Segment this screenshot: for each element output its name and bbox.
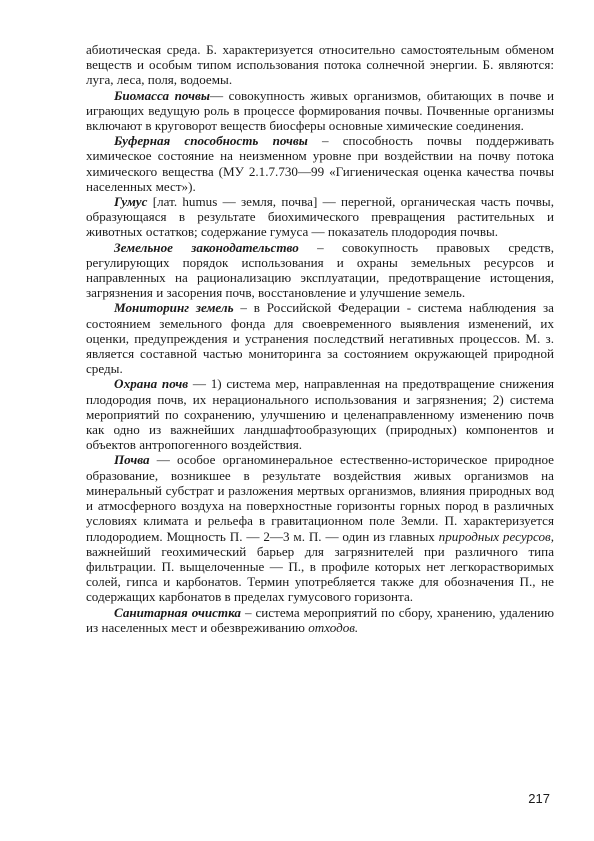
document-body — [86, 42, 554, 635]
entry-term: Биомасса почвы — [114, 87, 210, 103]
entry-soil-protection — [86, 376, 554, 452]
entry-term: Санитарная очистка — [114, 604, 241, 620]
entry-term: Мониторинг земель — [114, 300, 234, 316]
entry-text: – совокупность правовых средств, регулирующих порядок использования и охраны земельных ресурсов и направленных на рационализацию эксплуатации, предотвращение истощения, загрязнения и засорения почв, восстановление и улучшение земель. — [86, 239, 555, 301]
entry-italic-ref: природных ресурсов, — [438, 528, 554, 544]
entry-land-monitoring — [86, 300, 554, 376]
entry-soil — [86, 452, 554, 604]
entry-term: Буферная способность почвы — [114, 133, 308, 149]
entry-humus — [86, 194, 554, 240]
entry-term: Земельное законодательство — [114, 239, 299, 255]
entry-biomass — [86, 88, 554, 134]
entry-italic-ref: отходов. — [308, 619, 359, 635]
entry-sanitary-cleaning — [86, 605, 554, 635]
entry-text: [лат. humus — земля, почва] — перегной, органическая часть почвы, образующаяся в результате биохимического превращения растительных и животных остатков; содержание гумуса — показатель плодородия почвы. — [86, 194, 554, 240]
entry-text: — 1) система мер, направленная на предотвращение снижения плодородия почв, их нерационального использования и загрязнения; 2) система мероприятий по сохранению, улучшению и целенаправленному изменению почв как одно из важнейших ландшафтообразующих (природных) компонентов и объектов антропогенного воздействия. — [86, 376, 554, 453]
page-number: 217 — [528, 791, 550, 806]
entry-land-legislation — [86, 240, 554, 301]
entry-term: Охрана почв — [114, 376, 189, 392]
entry-text: – система мероприятий по сбору, хранению, удалению из населенных мест и обезвреживанию — [86, 604, 554, 635]
entry-text: – способность почвы поддерживать химическое состояние на неизменном уровне при воздействии на почву потока химического вещества (МУ 2.1.7.730—99 «Гигиеническая оценка качества почвы населенных мест»). — [86, 133, 554, 194]
entry-text: – в Российской Федерации - система наблюдения за состоянием земельного фонда для своевременного выявления изменений, их оценки, предупреждения и устранения последствий негативных процессов. М. з. является составной частью мониторинга за состоянием окружающей природной среды. — [86, 300, 554, 377]
entry-text: — особое органоминеральное естественно-историческое природное образование, возникшее в результате воздействия живых организмов на минеральный субстрат и разложения мертвых организмов, влияния природных вод и атмосферного воздуха на поверхностные горизонты горных пород в различных условиях климата и рельефа в гравитационном поле Земли. П. характеризуется плодородием. Мощность П. — 2—3 м. П. — один из главных — [86, 452, 554, 544]
entry-term: Почва — [114, 452, 150, 468]
intro-paragraph: абиотическая среда. Б. характеризуется относительно самостоятельным обменом веществ и особым типом использования потока солнечной энергии. Б. являются: луга, леса, поля, водоемы. — [86, 42, 554, 88]
entry-text-continued: важнейший геохимический барьер для загрязнителей при различного типа фильтрации. П. выщелоченные — П., в профиле которых нет легкорастворимых солей, гипса и карбонатов. Термин употребляется также для обозначения П., не содержащих карбонатов в пределах гумусового горизонта. — [86, 543, 554, 605]
entry-term: Гумус — [114, 194, 148, 210]
entry-buffer-capacity — [86, 133, 554, 194]
entry-text: — совокупность живых организмов, обитающих в почве и играющих ведущую роль в процессе формирования почвы. Почвенные организмы включают в круговорот веществ биосферы основные химические соединения. — [86, 87, 554, 134]
